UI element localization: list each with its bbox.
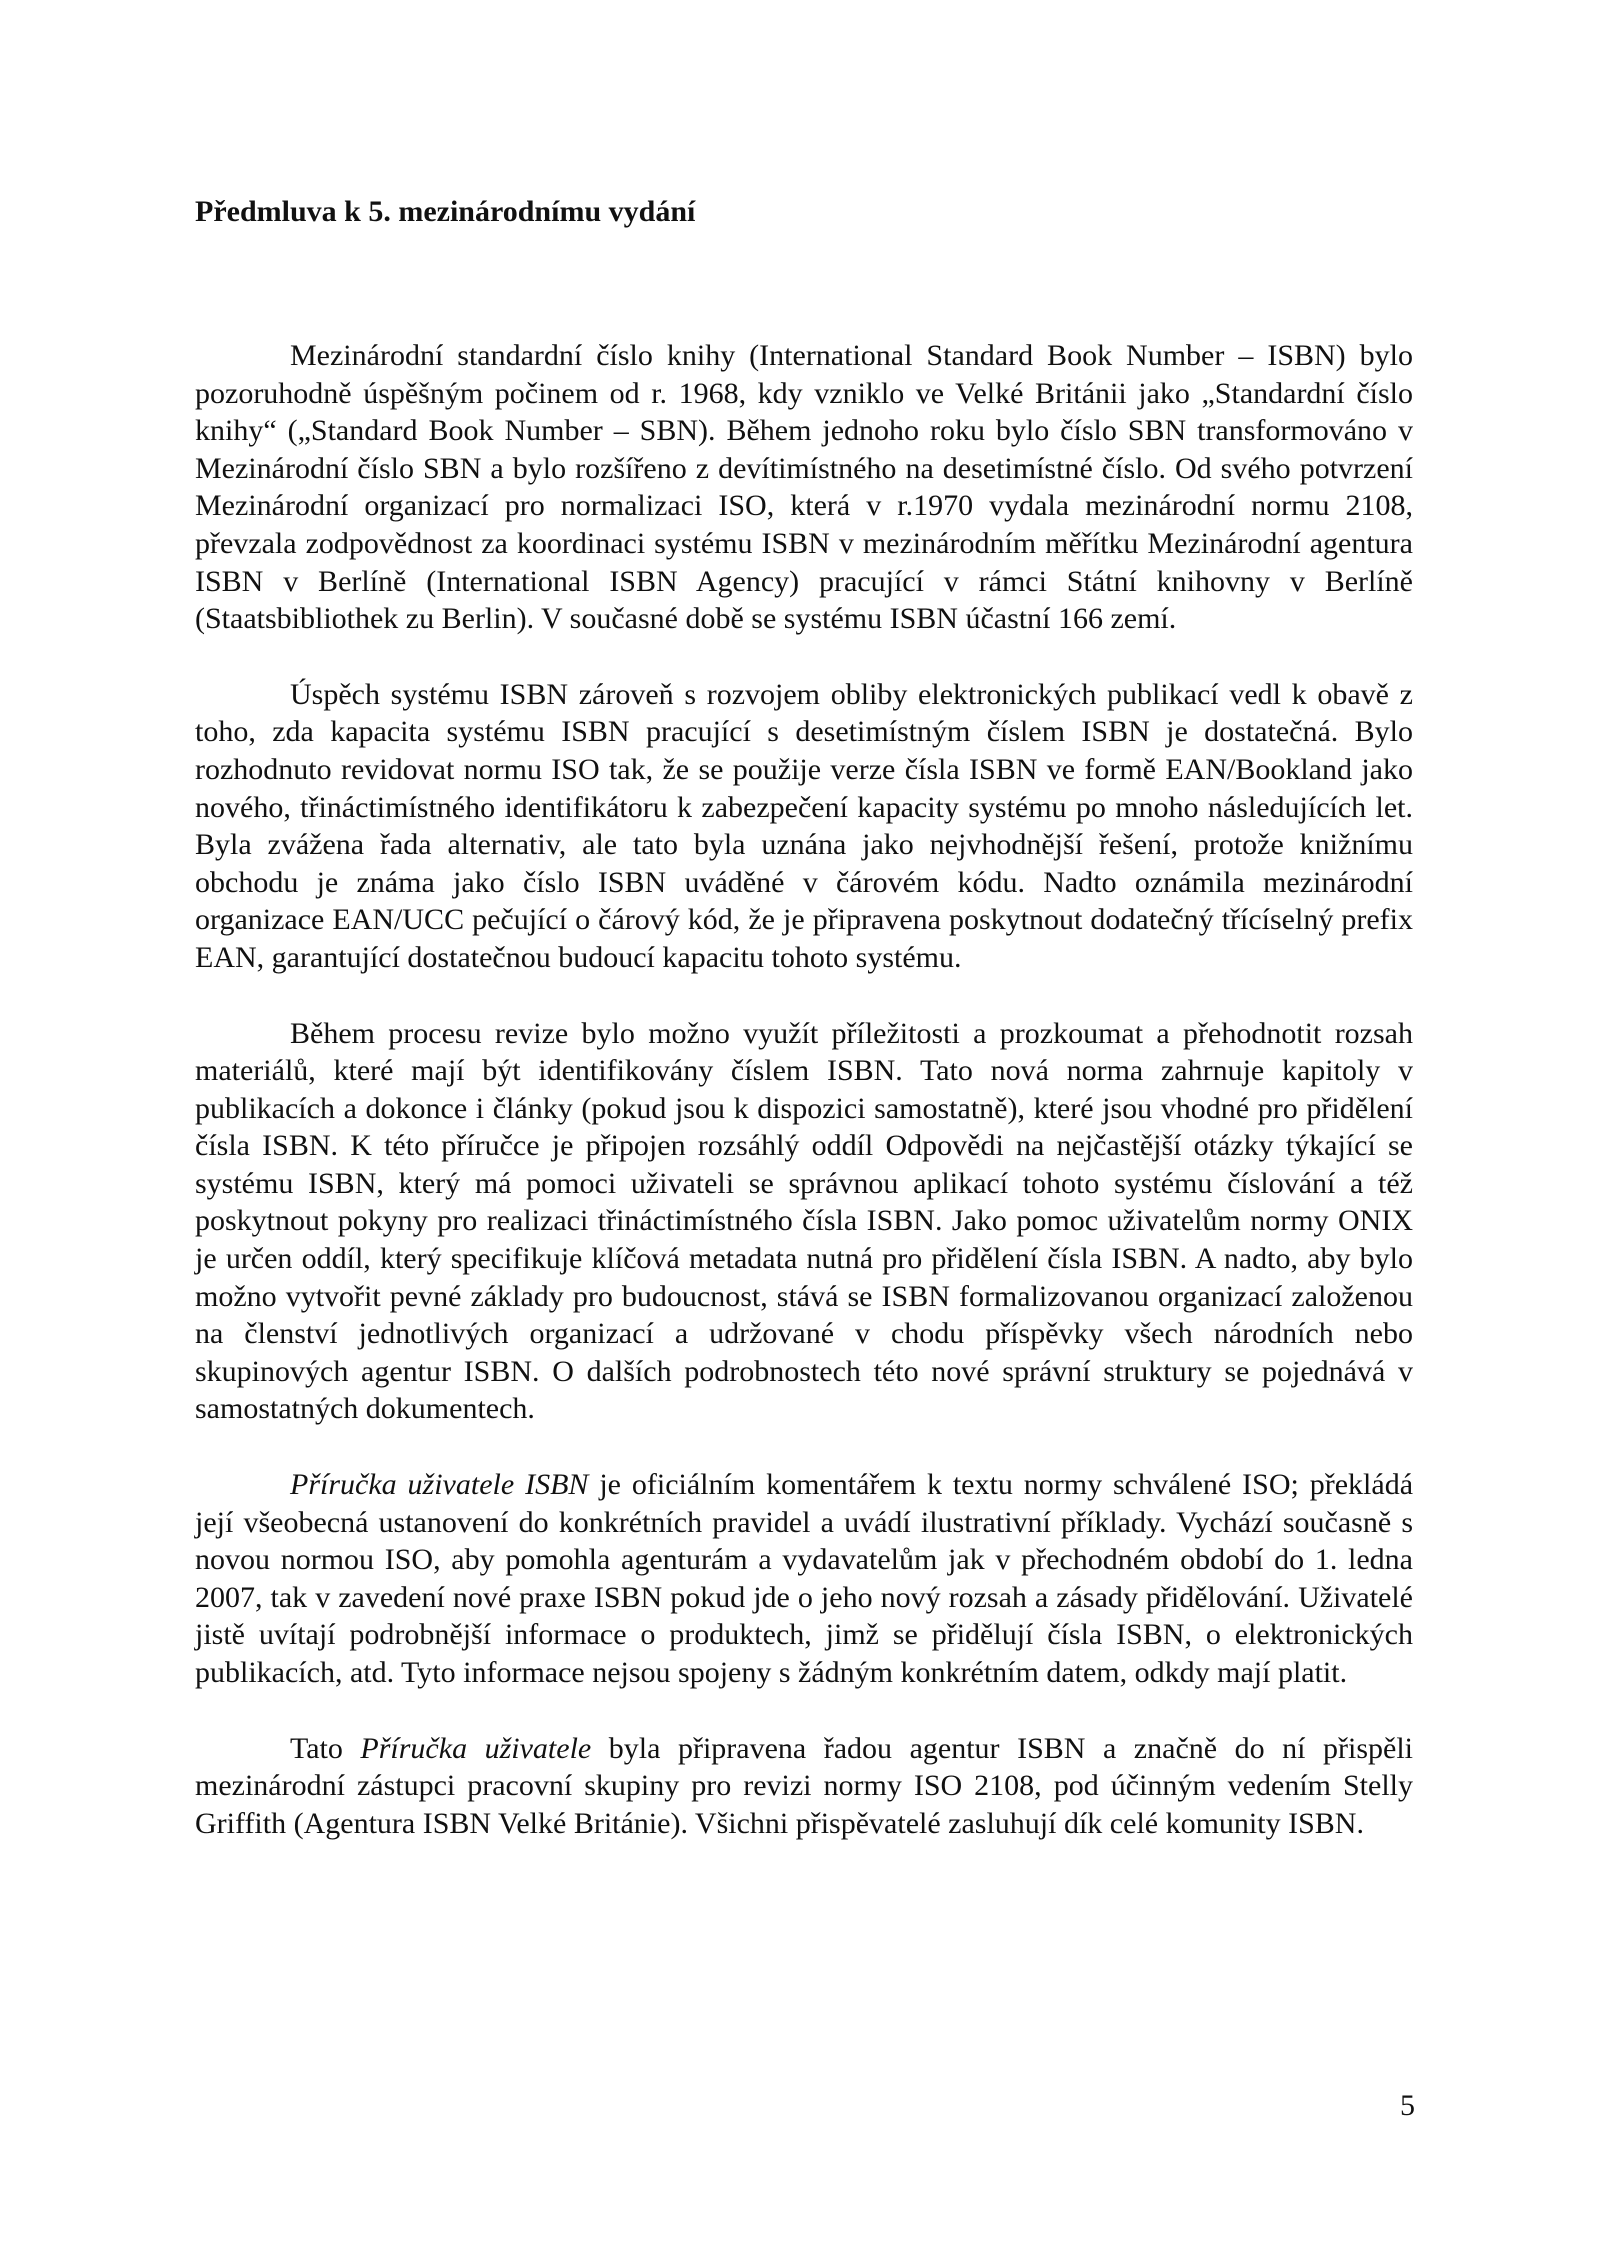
page-title: Předmluva k 5. mezinárodnímu vydání	[195, 195, 696, 228]
italic-manual-title: Příručka uživatele	[360, 1731, 592, 1765]
body-text	[195, 337, 1413, 1880]
paragraph-5-start: Tato	[290, 1731, 361, 1765]
paragraph-5-text: byla připravena řadou agentur ISBN a značně do ní přispěli mezinárodní zástupci pracovní skupiny pro revizi normy ISO 2108, pod účinným vedením Stelly Griffith (Agentura ISBN Velké Británie). Všichni přispěvatelé zasluhují dík celé komunity ISBN.	[195, 1731, 1413, 1840]
paragraph-1: Mezinárodní standardní číslo knihy (International Standard Book Number – ISBN) bylo pozoruhodně úspěšným počinem od r. 1968, kdy vzniklo ve Velké Británii jako „Standardní číslo knihy“ („Standard Book Number – SBN). Během jednoho roku bylo číslo SBN transformováno v Mezinárodní číslo SBN a bylo rozšířeno z devítimístného na desetimístné číslo. Od svého potvrzení Mezinárodní organizací pro normalizaci ISO, která v r.1970 vydala mezinárodní normu 2108, převzala zodpovědnost za koordinaci systému ISBN v mezinárodním měřítku Mezinárodní agentura ISBN v Berlíně (International ISBN Agency) pracující v rámci Státní knihovny v Berlíně (Staatsbibliothek zu Berlin). V současné době se systému ISBN účastní 166 zemí.	[195, 339, 1413, 636]
paragraph-5	[195, 1730, 1413, 1843]
page-number: 5	[1400, 2089, 1415, 2122]
paragraph-4-text: je oficiálním komentářem k textu normy schválené ISO; překládá její všeobecná ustanovení do konkrétních pravidel a uvádí ilustrativní příklady. Vychází současně s novou normou ISO, aby pomohla agenturám a vydavatelům jak v přechodném období do 1. ledna 2007, tak v zavedení nové praxe ISBN pokud jde o jeho nový rozsah a zásady přidělování. Uživatelé jistě uvítají podrobnější informace o produktech, jimž se přidělují čísla ISBN, o elektronických publikacích, atd. Tyto informace nejsou spojeny s žádným konkrétním datem, odkdy mají platit.	[195, 1468, 1414, 1689]
paragraph-4	[195, 1466, 1413, 1692]
paragraph-2: Úspěch systému ISBN zároveň s rozvojem obliby elektronických publikací vedl k obavě z toho, zda kapacita systému ISBN pracující s desetimístným číslem ISBN je dostatečná. Bylo rozhodnuto revidovat normu ISO tak, že se použije verze čísla ISBN ve formě EAN/Bookland jako nového, třináctimístného identifikátoru k zabezpečení kapacity systému po mnoho následujících let. Byla zvážena řada alternativ, ale tato byla uznána jako nejvhodnější řešení, protože knižnímu obchodu je známa jako číslo ISBN uváděné v čárovém kódu. Nadto oznámila mezinárodní organizace EAN/UCC pečující o čárový kód, že je připravena poskytnout dodatečný třícíselný prefix EAN, garantující dostatečnou budoucí kapacitu tohoto systému.	[195, 677, 1413, 974]
paragraph-3: Během procesu revize bylo možno využít příležitosti a prozkoumat a přehodnotit rozsah materiálů, které mají být identifikovány číslem ISBN. Tato nová norma zahrnuje kapitoly v publikacích a dokonce i články (pokud jsou k dispozici samostatně), které jsou vhodné pro přidělení čísla ISBN. K této příručce je připojen rozsáhlý oddíl Odpovědi na nejčastější otázky týkající se systému ISBN, který má pomoci uživateli se správnou aplikací tohoto systému číslování a též poskytnout pokyny pro realizaci třináctimístného čísla ISBN. Jako pomoc uživatelům normy ONIX je určen oddíl, který specifikuje klíčová metadata nutná pro přidělení čísla ISBN. A nadto, aby bylo možno vytvořit pevné základy pro budoucnost, stává se ISBN formalizovanou organizací založenou na členství jednotlivých organizací a udržované v chodu příspěvky všech národních nebo skupinových agentur ISBN. O dalších podrobnostech této nové správní struktury se pojednává v samostatných dokumentech.	[195, 1016, 1413, 1426]
italic-title: Příručka uživatele ISBN	[290, 1468, 589, 1502]
